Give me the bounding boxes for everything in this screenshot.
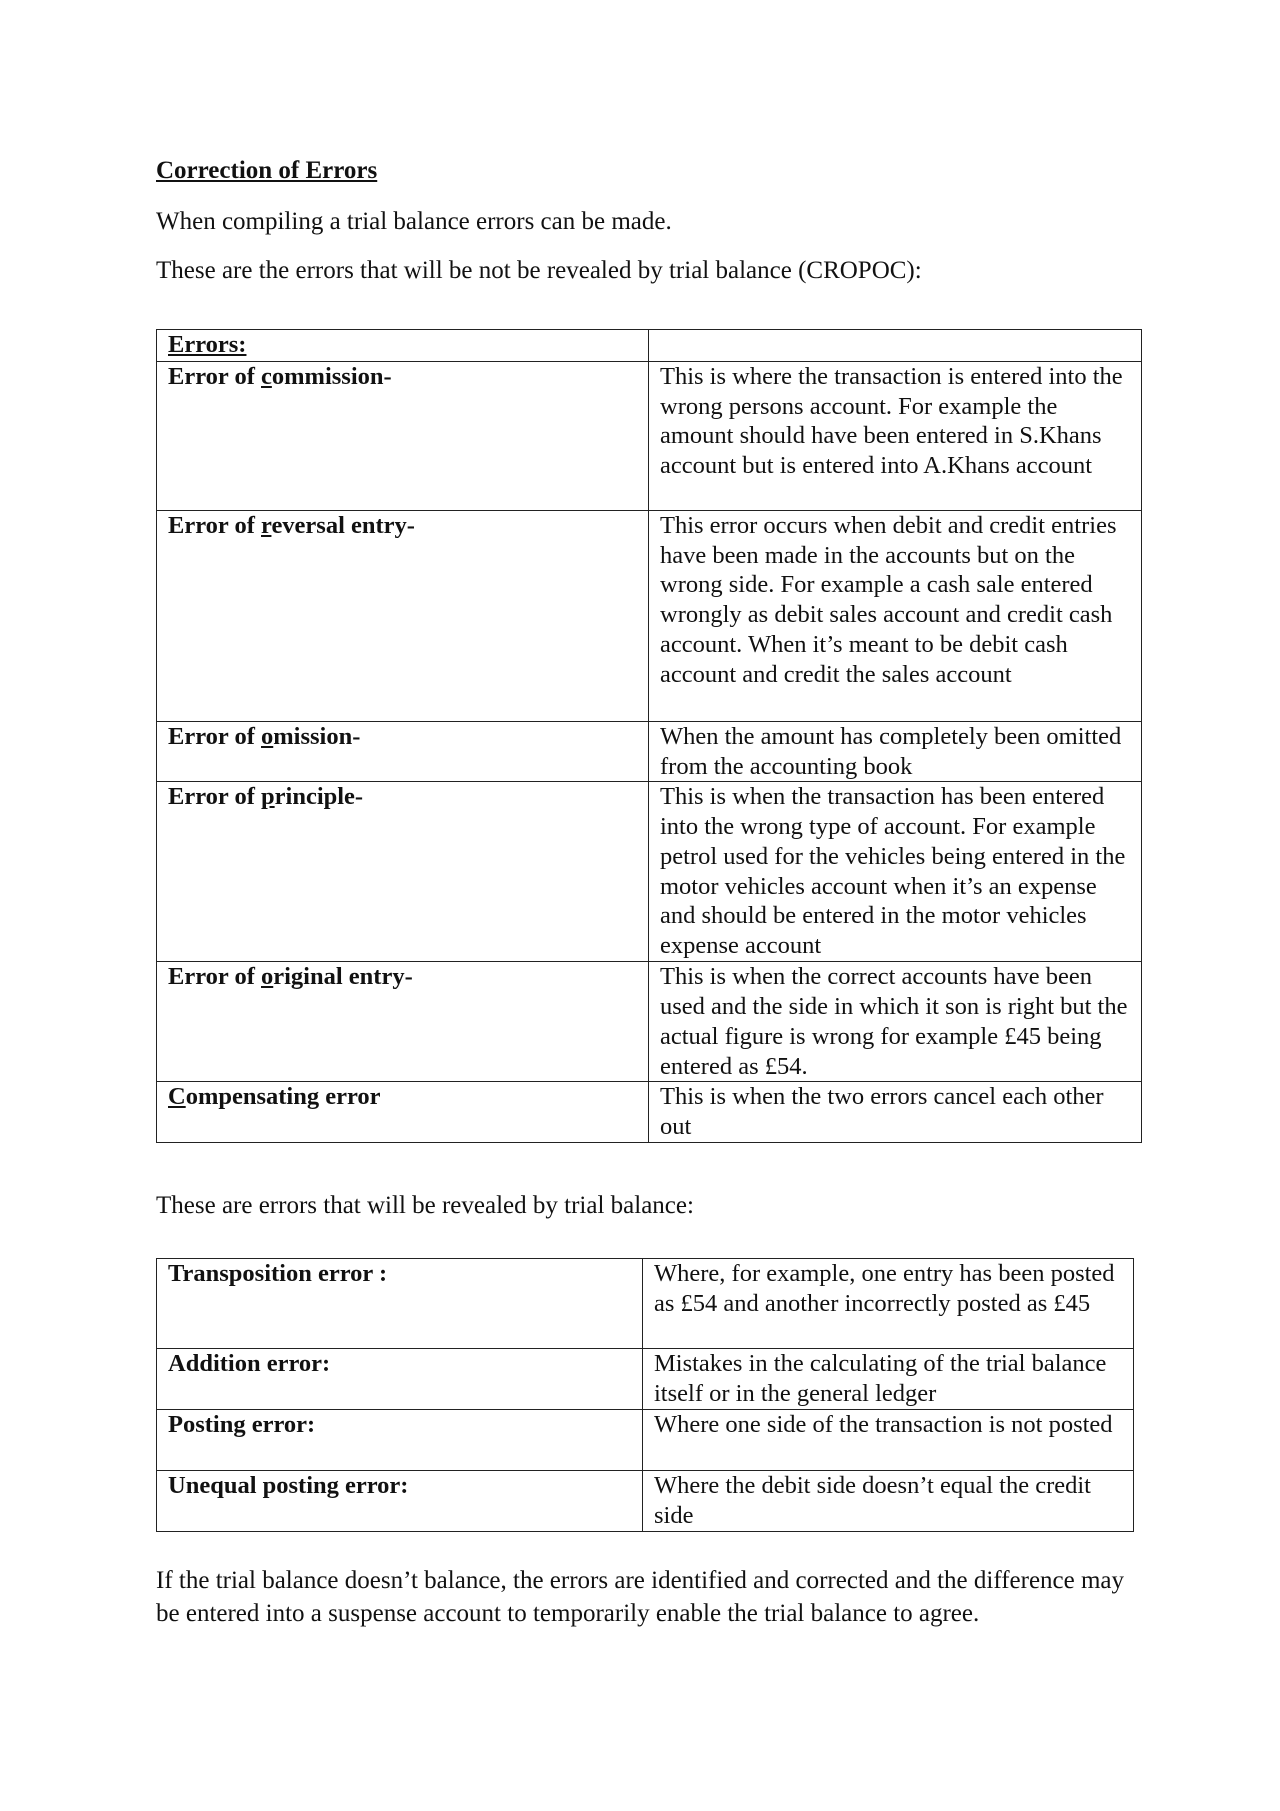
revealed-errors-table bbox=[156, 1258, 1134, 1532]
term-rest: eversal entry- bbox=[271, 512, 415, 539]
error-description-cell: This is when the two errors cancel each other out bbox=[649, 1082, 1142, 1142]
term-initial-letter: p bbox=[261, 783, 275, 811]
table-row bbox=[157, 511, 1142, 722]
table-row bbox=[157, 1410, 1134, 1471]
intro-paragraph-2: These are the errors that will be not be revealed by trial balance (CROPOC): bbox=[156, 257, 922, 284]
unrevealed-errors-table bbox=[156, 329, 1142, 1143]
term-initial-letter: o bbox=[261, 723, 274, 750]
error-term-cell: Transposition error : bbox=[157, 1259, 643, 1349]
term-rest: riginal entry- bbox=[273, 963, 413, 991]
table-row bbox=[157, 1082, 1142, 1142]
error-description-cell: This is when the correct accounts have been used and the side in which it son is right but the actual figure is wrong for example £45 being entered as £54. bbox=[649, 962, 1142, 1082]
term-prefix: Error of bbox=[168, 963, 261, 991]
table-header-row bbox=[157, 330, 1142, 362]
error-term-cell: Addition error: bbox=[157, 1349, 643, 1410]
term-rest: mission- bbox=[273, 723, 361, 750]
error-term-cell: Unequal posting error: bbox=[157, 1471, 643, 1532]
term-rest: ompensating error bbox=[185, 1083, 381, 1111]
term-prefix: Error of bbox=[168, 363, 261, 390]
table-row bbox=[157, 962, 1142, 1082]
error-description-cell: This error occurs when debit and credit entries have been made in the accounts but on the wrong side. For example a cash sale entered wrongly as debit sales account and credit cash account. When it’s meant to be debit cash account and credit the sales account bbox=[649, 511, 1142, 722]
error-description-cell: Where one side of the transaction is not posted bbox=[643, 1410, 1134, 1471]
table-row bbox=[157, 1259, 1134, 1349]
table-row bbox=[157, 1349, 1134, 1410]
error-term-cell bbox=[157, 511, 649, 722]
term-prefix: Error of bbox=[168, 783, 261, 811]
error-term-cell: Posting error: bbox=[157, 1410, 643, 1471]
table-header-empty-cell bbox=[649, 330, 1142, 362]
table-row bbox=[157, 362, 1142, 511]
term-initial-letter: C bbox=[168, 1083, 186, 1111]
page-title: Correction of Errors bbox=[156, 157, 378, 184]
error-description-cell: Where the debit side doesn’t equal the credit side bbox=[643, 1471, 1134, 1532]
table-row bbox=[157, 722, 1142, 782]
error-term-cell bbox=[157, 962, 649, 1082]
term-prefix: Error of bbox=[168, 512, 261, 539]
errors-header: Errors: bbox=[168, 331, 247, 358]
term-initial-letter: c bbox=[261, 363, 272, 390]
intro-paragraph-3: These are errors that will be revealed by trial balance: bbox=[156, 1192, 694, 1219]
intro-paragraph-1: When compiling a trial balance errors can be made. bbox=[156, 208, 672, 235]
term-prefix: Error of bbox=[168, 723, 261, 750]
error-term-cell bbox=[157, 362, 649, 511]
term-initial-letter: r bbox=[261, 512, 272, 539]
error-description-cell: Where, for example, one entry has been posted as £54 and another incorrectly posted as £45 bbox=[643, 1259, 1134, 1349]
error-term-cell bbox=[157, 1082, 649, 1142]
term-rest: rinciple- bbox=[274, 783, 364, 811]
term-initial-letter: o bbox=[261, 963, 274, 991]
term-rest: ommission- bbox=[271, 363, 392, 390]
error-description-cell: This is where the transaction is entered into the wrong persons account. For example the amount should have been entered in S.Khans account but is entered into A.Khans account bbox=[649, 362, 1142, 511]
error-description-cell: Mistakes in the calculating of the trial balance itself or in the general ledger bbox=[643, 1349, 1134, 1410]
error-term-cell bbox=[157, 782, 649, 962]
error-term-cell bbox=[157, 722, 649, 782]
error-description-cell: This is when the transaction has been entered into the wrong type of account. For example petrol used for the vehicles being entered in the motor vehicles account when it’s an expense and should be entered in the motor vehicles expense account bbox=[649, 782, 1142, 962]
table-header-cell bbox=[157, 330, 649, 362]
table-row bbox=[157, 1471, 1134, 1532]
error-description-cell: When the amount has completely been omitted from the accounting book bbox=[649, 722, 1142, 782]
table-row bbox=[157, 782, 1142, 962]
conclusion-paragraph: If the trial balance doesn’t balance, the errors are identified and corrected and the difference may be entered into a suspense account to temporarily enable the trial balance to agree. bbox=[156, 1567, 1125, 1627]
